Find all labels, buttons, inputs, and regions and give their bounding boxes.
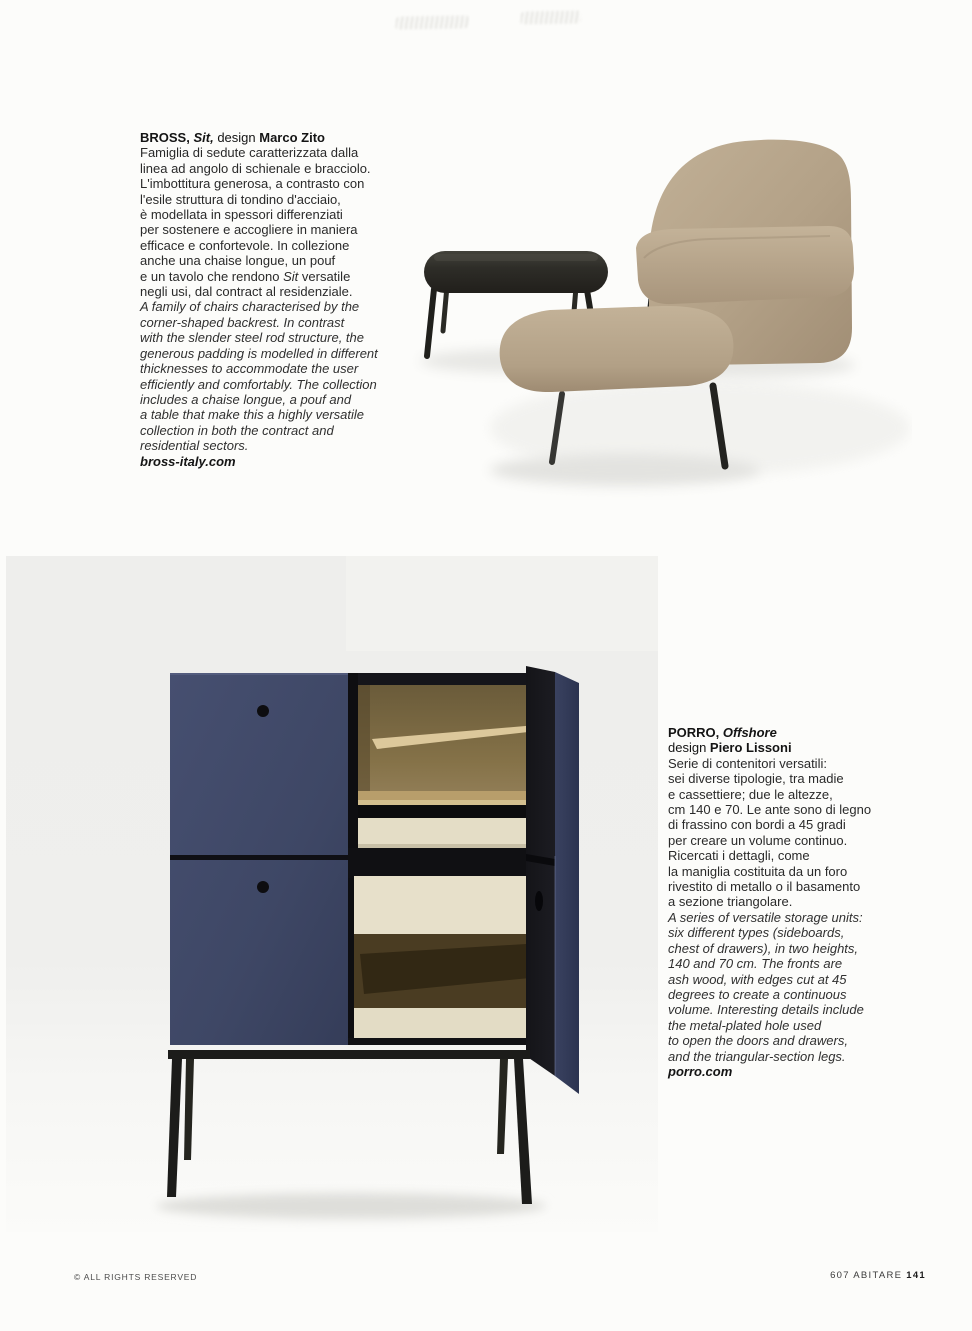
sit-collection-photo	[400, 118, 912, 548]
porro-subheader	[668, 740, 918, 755]
door-hole-handle	[535, 891, 543, 911]
text-line: negli usi, dal contract al residenziale.	[140, 284, 353, 300]
text-line: è modellata in spessori differenziati	[140, 207, 343, 223]
text-line: and the triangular-section legs.	[668, 1048, 846, 1064]
brand-name: BROSS,	[140, 130, 194, 145]
text-line: per creare un volume continuo.	[668, 832, 848, 848]
drawer-front	[354, 876, 536, 934]
bross-header	[140, 130, 380, 145]
page-number: 141	[906, 1270, 926, 1281]
folio	[830, 1270, 926, 1281]
door-hole-handle	[257, 705, 269, 717]
text-line: generous padding is modelled in different	[140, 345, 378, 361]
text-line: collection in both the contract and	[140, 422, 334, 438]
designer-name: Piero Lissoni	[709, 740, 792, 756]
text-line: six different types (sideboards,	[668, 925, 845, 941]
copyright-text: © ALL RIGHTS RESERVED	[74, 1272, 198, 1282]
product-name: Offshore	[722, 725, 777, 740]
brand-name: PORRO,	[668, 725, 723, 740]
text-line: ash wood, with edges cut at 45	[668, 971, 847, 987]
text-line: efficace e confortevole. In collezione	[140, 237, 350, 253]
cabinet-shadow	[156, 1193, 546, 1219]
lower-compartment	[348, 876, 538, 1045]
drawer-front	[358, 818, 538, 848]
pouf-cushion	[500, 306, 734, 392]
text-line: A family of chairs characterised by the	[140, 299, 360, 315]
text-line: thicknesses to accommodate the user	[140, 361, 359, 377]
text-line: volume. Interesting details include	[668, 1002, 864, 1018]
text-line: di frassino con bordi a 45 gradi	[668, 817, 846, 833]
text-line: Famiglia di sedute caratterizzata dalla	[140, 145, 359, 161]
text-line: degrees to create a continuous	[668, 986, 847, 1002]
text-line: efficiently and comfortably. The collection	[140, 376, 377, 392]
drawer-front	[354, 1008, 536, 1038]
cabinet-door-open	[526, 666, 579, 1094]
text-line: 140 and 70 cm. The fronts are	[668, 956, 843, 972]
text-line: corner-shaped backrest. In contrast	[140, 314, 345, 330]
porro-article	[668, 725, 918, 1079]
text-line: linea ad angolo di schienale e bracciolo.	[140, 160, 371, 176]
door-hole-handle	[257, 881, 269, 893]
text-line: Serie di contenitori versatili:	[668, 755, 827, 771]
offshore-cabinet-photo	[6, 556, 658, 1232]
text-line: cm 140 e 70. Le ante sono di legno	[668, 802, 872, 818]
designer-name: Marco Zito	[259, 130, 325, 145]
text-line: per sostenere e accogliere in maniera	[140, 222, 358, 238]
text-line: anche una chaise longue, un pouf	[140, 253, 336, 269]
porro-header	[668, 725, 918, 740]
bross-article	[140, 130, 380, 469]
text-line: a table that make this a highly versatile	[140, 407, 365, 423]
text-line: l'esile struttura di tondino d'acciaio,	[140, 191, 341, 207]
website-link: bross-italy.com	[140, 453, 236, 469]
product-name-inline: Sit	[283, 268, 299, 284]
text-line: a sezione triangolare.	[668, 894, 793, 910]
text-line: the metal-plated hole used	[668, 1017, 822, 1033]
text-line: chest of drawers), in two heights,	[668, 940, 859, 956]
text-line: L'imbottitura generosa, a contrasto con	[140, 176, 365, 192]
showthrough-smudge-right	[520, 10, 581, 24]
showthrough-smudge-left	[395, 15, 468, 29]
text-line: e cassettiere; due le altezze,	[668, 786, 833, 802]
text-line: to open the doors and drawers,	[668, 1033, 848, 1049]
text-line: e un tavolo che rendono Sit versatile	[140, 268, 351, 284]
design-label: design	[668, 740, 710, 756]
text-line: sei diverse tipologie, tra madie	[668, 771, 844, 787]
text-line: residential sectors.	[140, 438, 249, 454]
issue-label: 607 ABITARE	[830, 1270, 907, 1281]
text-line: A series of versatile storage units:	[668, 909, 863, 925]
text-line: includes a chaise longue, a pouf and	[140, 391, 352, 407]
text-line: with the slender steel rod structure, the	[140, 330, 365, 346]
text-line: rivestito di metallo o il basamento	[668, 879, 861, 895]
text-line: Ricercati i dettagli, come	[668, 848, 810, 864]
design-label: design	[217, 130, 260, 145]
text-line: la maniglia costituita da un foro	[668, 863, 848, 879]
product-name: Sit,	[193, 130, 218, 145]
website-link: porro.com	[668, 1063, 733, 1079]
